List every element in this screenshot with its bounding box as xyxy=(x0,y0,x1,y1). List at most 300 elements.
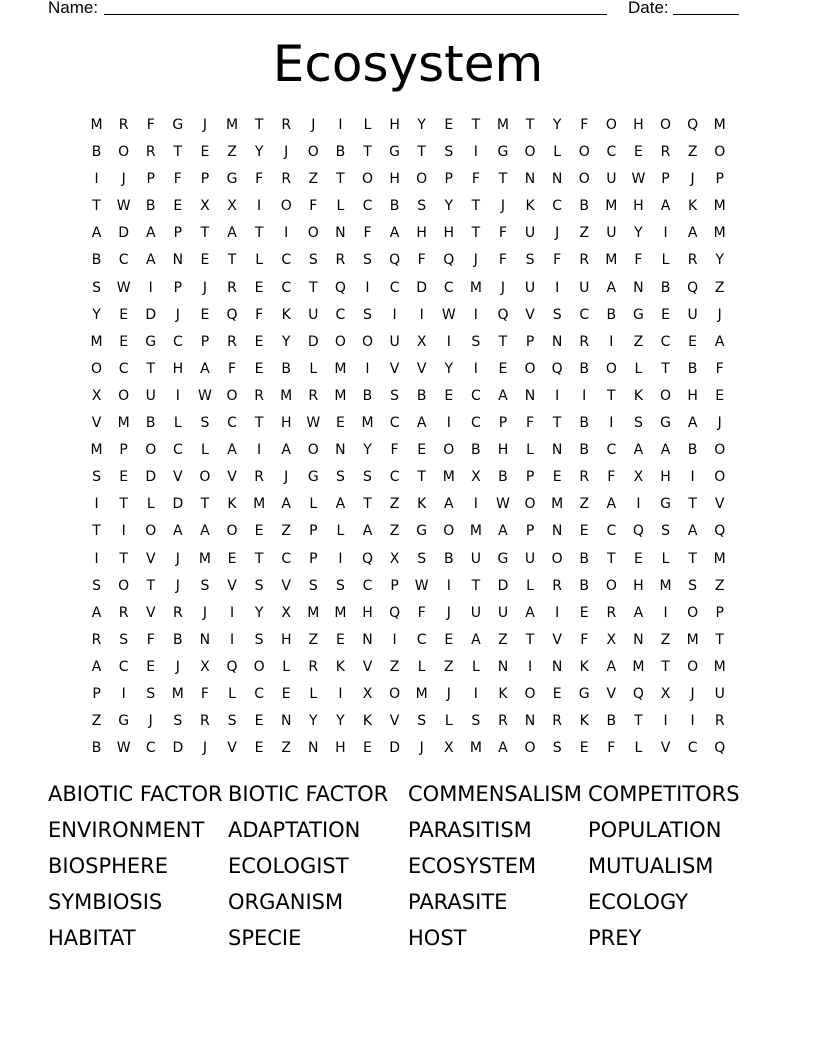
grid-letter[interactable]: S xyxy=(363,469,372,486)
grid-letter[interactable]: T xyxy=(363,144,372,161)
grid-letter[interactable]: Q xyxy=(632,685,644,702)
grid-letter[interactable]: S xyxy=(335,577,345,594)
grid-letter[interactable]: Z xyxy=(443,658,454,675)
date-field-line[interactable] xyxy=(673,14,739,15)
grid-letter[interactable]: B xyxy=(91,740,102,757)
grid-letter[interactable]: T xyxy=(471,225,481,242)
grid-letter[interactable]: R xyxy=(579,252,590,269)
grid-letter[interactable]: O xyxy=(199,469,211,486)
grid-letter[interactable]: M xyxy=(361,415,374,432)
grid-letter[interactable]: V xyxy=(227,577,237,594)
grid-letter[interactable]: N xyxy=(497,658,509,675)
grid-letter[interactable]: B xyxy=(579,550,590,567)
grid-letter[interactable]: N xyxy=(633,631,644,648)
grid-letter[interactable]: X xyxy=(660,685,671,702)
grid-letter[interactable]: J xyxy=(446,604,451,621)
grid-letter[interactable]: F xyxy=(526,415,535,432)
grid-letter[interactable]: X xyxy=(227,198,237,215)
grid-letter[interactable]: R xyxy=(118,604,129,621)
grid-letter[interactable]: H xyxy=(497,442,509,459)
grid-letter[interactable]: L xyxy=(634,740,643,757)
grid-letter[interactable]: H xyxy=(660,469,671,486)
grid-letter[interactable]: S xyxy=(254,631,264,648)
grid-letter[interactable]: A xyxy=(606,496,617,513)
grid-letter[interactable]: R xyxy=(227,279,237,296)
grid-letter[interactable]: V xyxy=(145,550,156,567)
grid-letter[interactable]: O xyxy=(91,360,103,377)
grid-letter[interactable]: B xyxy=(687,442,698,459)
grid-letter[interactable]: G xyxy=(497,550,509,567)
grid-letter[interactable]: L xyxy=(661,252,670,269)
grid-letter[interactable]: Z xyxy=(389,496,400,513)
grid-letter[interactable]: P xyxy=(715,604,724,621)
grid-letter[interactable]: J xyxy=(202,279,207,296)
grid-letter[interactable]: Z xyxy=(633,333,644,350)
grid-letter[interactable]: B xyxy=(91,252,102,269)
grid-letter[interactable]: A xyxy=(687,415,698,432)
grid-letter[interactable]: L xyxy=(309,685,318,702)
grid-letter[interactable]: O xyxy=(605,360,617,377)
grid-letter[interactable]: O xyxy=(361,333,373,350)
grid-letter[interactable]: T xyxy=(173,144,183,161)
grid-letter[interactable]: J xyxy=(175,577,180,594)
grid-letter[interactable]: E xyxy=(254,713,264,730)
grid-letter[interactable]: I xyxy=(94,550,99,567)
grid-letter[interactable]: E xyxy=(227,550,237,567)
grid-letter[interactable]: I xyxy=(690,469,695,486)
grid-letter[interactable]: S xyxy=(552,740,562,757)
grid-letter[interactable]: C xyxy=(362,198,373,215)
grid-letter[interactable]: T xyxy=(525,631,535,648)
grid-letter[interactable]: M xyxy=(90,442,103,459)
grid-letter[interactable]: Q xyxy=(551,360,563,377)
grid-letter[interactable]: F xyxy=(417,252,426,269)
grid-letter[interactable]: V xyxy=(91,415,102,432)
grid-letter[interactable]: F xyxy=(580,117,589,133)
grid-letter[interactable]: S xyxy=(92,279,101,296)
grid-letter[interactable]: X xyxy=(200,658,210,675)
grid-letter[interactable]: N xyxy=(551,333,563,350)
grid-letter[interactable]: S xyxy=(552,306,562,323)
grid-letter[interactable]: I xyxy=(365,279,370,296)
grid-letter[interactable]: E xyxy=(200,252,210,269)
grid-letter[interactable]: X xyxy=(416,333,427,350)
grid-letter[interactable]: D xyxy=(307,333,319,350)
grid-letter[interactable]: S xyxy=(390,387,400,404)
grid-letter[interactable]: E xyxy=(715,387,725,404)
grid-letter[interactable]: Z xyxy=(227,144,237,161)
grid-letter[interactable]: I xyxy=(663,713,668,730)
grid-letter[interactable]: U xyxy=(524,550,536,567)
grid-letter[interactable]: O xyxy=(687,604,699,621)
grid-letter[interactable]: I xyxy=(473,360,478,377)
grid-letter[interactable]: E xyxy=(146,658,156,675)
grid-letter[interactable]: S xyxy=(119,631,129,648)
grid-letter[interactable]: X xyxy=(362,685,373,702)
grid-letter[interactable]: L xyxy=(444,713,453,730)
grid-letter[interactable]: T xyxy=(552,415,562,432)
grid-letter[interactable]: U xyxy=(145,387,156,404)
grid-letter[interactable]: S xyxy=(254,577,264,594)
grid-letter[interactable]: O xyxy=(307,442,319,459)
grid-letter[interactable]: L xyxy=(255,252,264,269)
grid-letter[interactable]: Q xyxy=(687,117,699,133)
grid-letter[interactable]: D xyxy=(497,577,509,594)
grid-letter[interactable]: W xyxy=(441,306,456,323)
grid-letter[interactable]: Y xyxy=(281,333,291,350)
grid-letter[interactable]: U xyxy=(524,225,536,242)
name-field-line[interactable] xyxy=(104,14,607,15)
grid-letter[interactable]: N xyxy=(551,523,563,540)
grid-letter[interactable]: N xyxy=(280,713,292,730)
grid-letter[interactable]: M xyxy=(632,658,645,675)
grid-letter[interactable]: O xyxy=(145,523,157,540)
grid-letter[interactable]: Y xyxy=(444,198,454,215)
grid-letter[interactable]: H xyxy=(687,387,698,404)
grid-letter[interactable]: L xyxy=(309,496,318,513)
grid-letter[interactable]: R xyxy=(281,171,292,188)
grid-letter[interactable]: D xyxy=(145,469,157,486)
grid-letter[interactable]: I xyxy=(175,387,180,404)
grid-letter[interactable]: E xyxy=(579,604,589,621)
grid-letter[interactable]: I xyxy=(582,387,587,404)
grid-letter[interactable]: H xyxy=(172,360,184,377)
grid-letter[interactable]: I xyxy=(663,604,668,621)
grid-letter[interactable]: J xyxy=(473,252,478,269)
grid-letter[interactable]: I xyxy=(392,631,397,648)
grid-letter[interactable]: S xyxy=(227,713,237,730)
grid-letter[interactable]: S xyxy=(471,333,481,350)
grid-letter[interactable]: T xyxy=(525,117,535,133)
grid-letter[interactable]: L xyxy=(336,523,345,540)
grid-letter[interactable]: W xyxy=(116,740,131,757)
grid-letter[interactable]: O xyxy=(118,387,130,404)
grid-letter[interactable]: F xyxy=(580,631,589,648)
grid-letter[interactable]: R xyxy=(200,713,210,730)
grid-letter[interactable]: M xyxy=(713,225,726,242)
grid-letter[interactable]: S xyxy=(200,577,210,594)
grid-letter[interactable]: R xyxy=(281,117,292,133)
grid-letter[interactable]: Z xyxy=(389,658,400,675)
grid-letter[interactable]: Y xyxy=(309,713,318,730)
grid-letter[interactable]: X xyxy=(200,198,210,215)
grid-letter[interactable]: P xyxy=(173,225,183,242)
grid-letter[interactable]: N xyxy=(362,631,373,648)
grid-letter[interactable]: C xyxy=(281,252,292,269)
grid-letter[interactable]: B xyxy=(443,550,454,567)
grid-letter[interactable]: T xyxy=(715,631,724,648)
grid-letter[interactable]: B xyxy=(389,198,400,215)
grid-letter[interactable]: C xyxy=(118,360,129,377)
grid-letter[interactable]: U xyxy=(470,604,481,621)
grid-letter[interactable]: N xyxy=(335,225,346,242)
grid-letter[interactable]: X xyxy=(471,469,481,486)
grid-letter[interactable]: X xyxy=(281,604,291,621)
grid-letter[interactable]: T xyxy=(254,550,264,567)
grid-letter[interactable]: M xyxy=(307,604,320,621)
grid-letter[interactable]: V xyxy=(389,713,400,730)
grid-letter[interactable]: Q xyxy=(497,306,509,323)
grid-letter[interactable]: G xyxy=(389,144,400,161)
grid-letter[interactable]: M xyxy=(551,496,564,513)
grid-letter[interactable]: I xyxy=(229,604,235,621)
grid-letter[interactable]: D xyxy=(172,740,184,757)
grid-letter[interactable]: P xyxy=(525,333,535,350)
grid-letter[interactable]: T xyxy=(688,496,697,513)
grid-letter[interactable]: C xyxy=(389,469,400,486)
grid-letter[interactable]: M xyxy=(469,740,482,757)
grid-letter[interactable]: O xyxy=(714,442,726,459)
grid-letter[interactable]: L xyxy=(634,360,643,377)
grid-letter[interactable]: G xyxy=(118,713,130,730)
grid-letter[interactable]: R xyxy=(172,604,183,621)
grid-letter[interactable]: P xyxy=(146,171,155,188)
grid-letter[interactable]: X xyxy=(443,740,454,757)
grid-letter[interactable]: I xyxy=(121,685,126,702)
grid-letter[interactable]: R xyxy=(579,469,590,486)
grid-letter[interactable]: O xyxy=(524,496,536,513)
grid-letter[interactable]: C xyxy=(470,415,481,432)
grid-letter[interactable]: I xyxy=(365,360,370,377)
grid-letter[interactable]: T xyxy=(309,279,318,296)
grid-letter[interactable]: J xyxy=(175,306,180,323)
grid-letter[interactable]: J xyxy=(717,415,722,432)
grid-letter[interactable]: I xyxy=(446,577,451,594)
grid-letter[interactable]: P xyxy=(200,171,210,188)
grid-letter[interactable]: Z xyxy=(579,496,590,513)
grid-letter[interactable]: R xyxy=(660,144,671,161)
grid-letter[interactable]: E xyxy=(579,523,589,540)
grid-letter[interactable]: F xyxy=(553,252,562,269)
grid-letter[interactable]: X xyxy=(91,387,102,404)
grid-letter[interactable]: B xyxy=(335,144,346,161)
grid-letter[interactable]: Q xyxy=(714,740,726,757)
grid-letter[interactable]: A xyxy=(443,496,454,513)
grid-letter[interactable]: Y xyxy=(336,713,345,730)
grid-letter[interactable]: R xyxy=(254,469,264,486)
grid-letter[interactable]: Q xyxy=(226,306,238,323)
grid-letter[interactable]: G xyxy=(660,496,671,513)
grid-letter[interactable]: S xyxy=(417,550,427,567)
grid-letter[interactable]: S xyxy=(417,713,427,730)
grid-letter[interactable]: B xyxy=(145,198,156,215)
grid-letter[interactable]: J xyxy=(555,225,560,242)
grid-letter[interactable]: P xyxy=(309,550,318,567)
grid-letter[interactable]: E xyxy=(254,333,264,350)
grid-letter[interactable]: N xyxy=(551,171,563,188)
grid-letter[interactable]: Y xyxy=(634,225,643,242)
grid-letter[interactable]: Z xyxy=(91,713,102,730)
grid-letter[interactable]: M xyxy=(713,550,726,567)
grid-letter[interactable]: A xyxy=(145,225,156,242)
grid-letter[interactable]: O xyxy=(714,144,726,161)
grid-letter[interactable]: H xyxy=(335,740,346,757)
grid-letter[interactable]: F xyxy=(390,442,399,459)
grid-letter[interactable]: A xyxy=(660,442,671,459)
grid-letter[interactable]: Q xyxy=(632,523,644,540)
grid-letter[interactable]: G xyxy=(632,306,644,323)
grid-letter[interactable]: P xyxy=(715,171,724,188)
grid-letter[interactable]: A xyxy=(471,631,481,648)
grid-letter[interactable]: F xyxy=(607,740,616,757)
grid-letter[interactable]: A xyxy=(416,415,427,432)
grid-letter[interactable]: E xyxy=(661,306,670,323)
grid-letter[interactable]: K xyxy=(498,685,508,702)
grid-letter[interactable]: J xyxy=(311,117,316,133)
grid-letter[interactable]: E xyxy=(254,360,264,377)
grid-letter[interactable]: Q xyxy=(389,252,401,269)
grid-letter[interactable]: L xyxy=(336,198,345,215)
grid-letter[interactable]: L xyxy=(417,658,426,675)
grid-letter[interactable]: B xyxy=(281,360,291,377)
grid-letter[interactable]: L xyxy=(526,577,534,594)
grid-letter[interactable]: C xyxy=(254,685,264,702)
grid-letter[interactable]: R xyxy=(579,333,590,350)
grid-letter[interactable]: W xyxy=(496,496,510,513)
grid-letter[interactable]: U xyxy=(524,279,536,296)
grid-letter[interactable]: W xyxy=(116,279,131,296)
grid-letter[interactable]: Q xyxy=(226,658,238,675)
grid-letter[interactable]: Z xyxy=(687,144,698,161)
grid-letter[interactable]: D xyxy=(389,740,400,757)
grid-letter[interactable]: U xyxy=(470,550,481,567)
grid-letter[interactable]: N xyxy=(633,279,644,296)
grid-letter[interactable]: K xyxy=(417,496,427,513)
grid-letter[interactable]: N xyxy=(199,631,211,648)
grid-letter[interactable]: E xyxy=(444,387,454,404)
grid-letter[interactable]: W xyxy=(198,387,212,404)
grid-letter[interactable]: M xyxy=(415,685,428,702)
grid-letter[interactable]: E xyxy=(552,469,562,486)
grid-letter[interactable]: M xyxy=(686,631,699,648)
grid-letter[interactable]: K xyxy=(362,713,373,730)
grid-letter[interactable]: P xyxy=(309,523,318,540)
grid-letter[interactable]: T xyxy=(119,550,128,567)
grid-letter[interactable]: O xyxy=(416,171,428,188)
grid-letter[interactable]: A xyxy=(362,523,373,540)
grid-letter[interactable]: E xyxy=(200,306,210,323)
grid-letter[interactable]: S xyxy=(92,577,101,594)
grid-letter[interactable]: E xyxy=(254,740,264,757)
grid-letter[interactable]: V xyxy=(145,604,156,621)
grid-letter[interactable]: Y xyxy=(363,442,372,459)
grid-letter[interactable]: E xyxy=(254,279,264,296)
grid-letter[interactable]: J xyxy=(202,604,207,621)
grid-letter[interactable]: T xyxy=(254,225,264,242)
grid-letter[interactable]: E xyxy=(363,740,372,757)
grid-letter[interactable]: R xyxy=(227,333,237,350)
grid-letter[interactable]: L xyxy=(282,658,291,675)
grid-letter[interactable]: A xyxy=(335,496,346,513)
grid-letter[interactable]: S xyxy=(92,469,101,486)
grid-letter[interactable]: W xyxy=(306,415,321,432)
grid-letter[interactable]: O xyxy=(605,117,617,133)
grid-letter[interactable]: G xyxy=(660,415,671,432)
grid-letter[interactable]: C xyxy=(145,740,156,757)
grid-letter[interactable]: I xyxy=(609,415,614,432)
grid-letter[interactable]: M xyxy=(334,604,347,621)
grid-letter[interactable]: B xyxy=(91,144,102,161)
grid-letter[interactable]: F xyxy=(309,198,318,215)
grid-letter[interactable]: B xyxy=(471,442,481,459)
grid-letter[interactable]: R xyxy=(498,713,508,730)
grid-letter[interactable]: M xyxy=(713,658,726,675)
grid-letter[interactable]: T xyxy=(417,469,426,486)
grid-letter[interactable]: V xyxy=(362,658,373,675)
grid-letter[interactable]: E xyxy=(552,685,562,702)
grid-letter[interactable]: I xyxy=(392,306,397,323)
grid-letter[interactable]: F xyxy=(498,225,507,242)
grid-letter[interactable]: T xyxy=(227,252,237,269)
grid-letter[interactable]: T xyxy=(200,225,210,242)
grid-letter[interactable]: Y xyxy=(254,604,264,621)
grid-letter[interactable]: E xyxy=(254,523,264,540)
grid-letter[interactable]: F xyxy=(471,171,480,188)
grid-letter[interactable]: O xyxy=(578,144,590,161)
grid-letter[interactable]: K xyxy=(335,658,345,675)
grid-letter[interactable]: B xyxy=(579,360,590,377)
grid-letter[interactable]: I xyxy=(555,604,560,621)
grid-letter[interactable]: Z xyxy=(498,631,508,648)
grid-letter[interactable]: Q xyxy=(361,550,373,567)
grid-letter[interactable]: C xyxy=(606,523,617,540)
grid-letter[interactable]: B xyxy=(660,279,671,296)
grid-letter[interactable]: J xyxy=(121,171,126,188)
grid-letter[interactable]: J xyxy=(446,685,451,702)
grid-letter[interactable]: A xyxy=(633,442,644,459)
grid-letter[interactable]: B xyxy=(416,387,427,404)
grid-letter[interactable]: B xyxy=(579,442,590,459)
grid-letter[interactable]: W xyxy=(116,198,131,215)
grid-letter[interactable]: R xyxy=(606,604,617,621)
grid-letter[interactable]: C xyxy=(660,333,671,350)
grid-letter[interactable]: H xyxy=(389,171,400,188)
grid-letter[interactable]: Q xyxy=(443,252,455,269)
grid-letter[interactable]: H xyxy=(389,117,400,133)
grid-letter[interactable]: P xyxy=(525,469,535,486)
grid-letter[interactable]: A xyxy=(606,279,617,296)
grid-letter[interactable]: L xyxy=(363,117,372,133)
grid-letter[interactable]: B xyxy=(606,306,617,323)
grid-letter[interactable]: U xyxy=(308,306,319,323)
grid-letter[interactable]: Y xyxy=(92,306,101,323)
grid-letter[interactable]: D xyxy=(416,279,428,296)
grid-letter[interactable]: E xyxy=(335,415,345,432)
grid-letter[interactable]: V xyxy=(660,740,671,757)
grid-letter[interactable]: S xyxy=(688,577,698,594)
grid-letter[interactable]: L xyxy=(228,685,236,702)
grid-letter[interactable]: C xyxy=(606,144,617,161)
grid-letter[interactable]: O xyxy=(443,442,455,459)
grid-letter[interactable]: X xyxy=(389,550,400,567)
grid-letter[interactable]: S xyxy=(200,415,210,432)
grid-letter[interactable]: N xyxy=(524,171,536,188)
grid-letter[interactable]: C xyxy=(335,306,346,323)
grid-letter[interactable]: Q xyxy=(389,604,401,621)
grid-letter[interactable]: O xyxy=(578,171,590,188)
grid-letter[interactable]: S xyxy=(471,713,481,730)
grid-letter[interactable]: B xyxy=(498,469,508,486)
grid-letter[interactable]: T xyxy=(417,144,426,161)
grid-letter[interactable]: A xyxy=(633,604,644,621)
grid-letter[interactable]: C xyxy=(281,279,292,296)
grid-letter[interactable]: T xyxy=(607,550,616,567)
grid-letter[interactable]: O xyxy=(334,333,346,350)
grid-letter[interactable]: O xyxy=(605,577,617,594)
grid-letter[interactable]: J xyxy=(202,740,207,757)
grid-letter[interactable]: Y xyxy=(715,252,724,269)
grid-letter[interactable]: F xyxy=(363,225,372,242)
